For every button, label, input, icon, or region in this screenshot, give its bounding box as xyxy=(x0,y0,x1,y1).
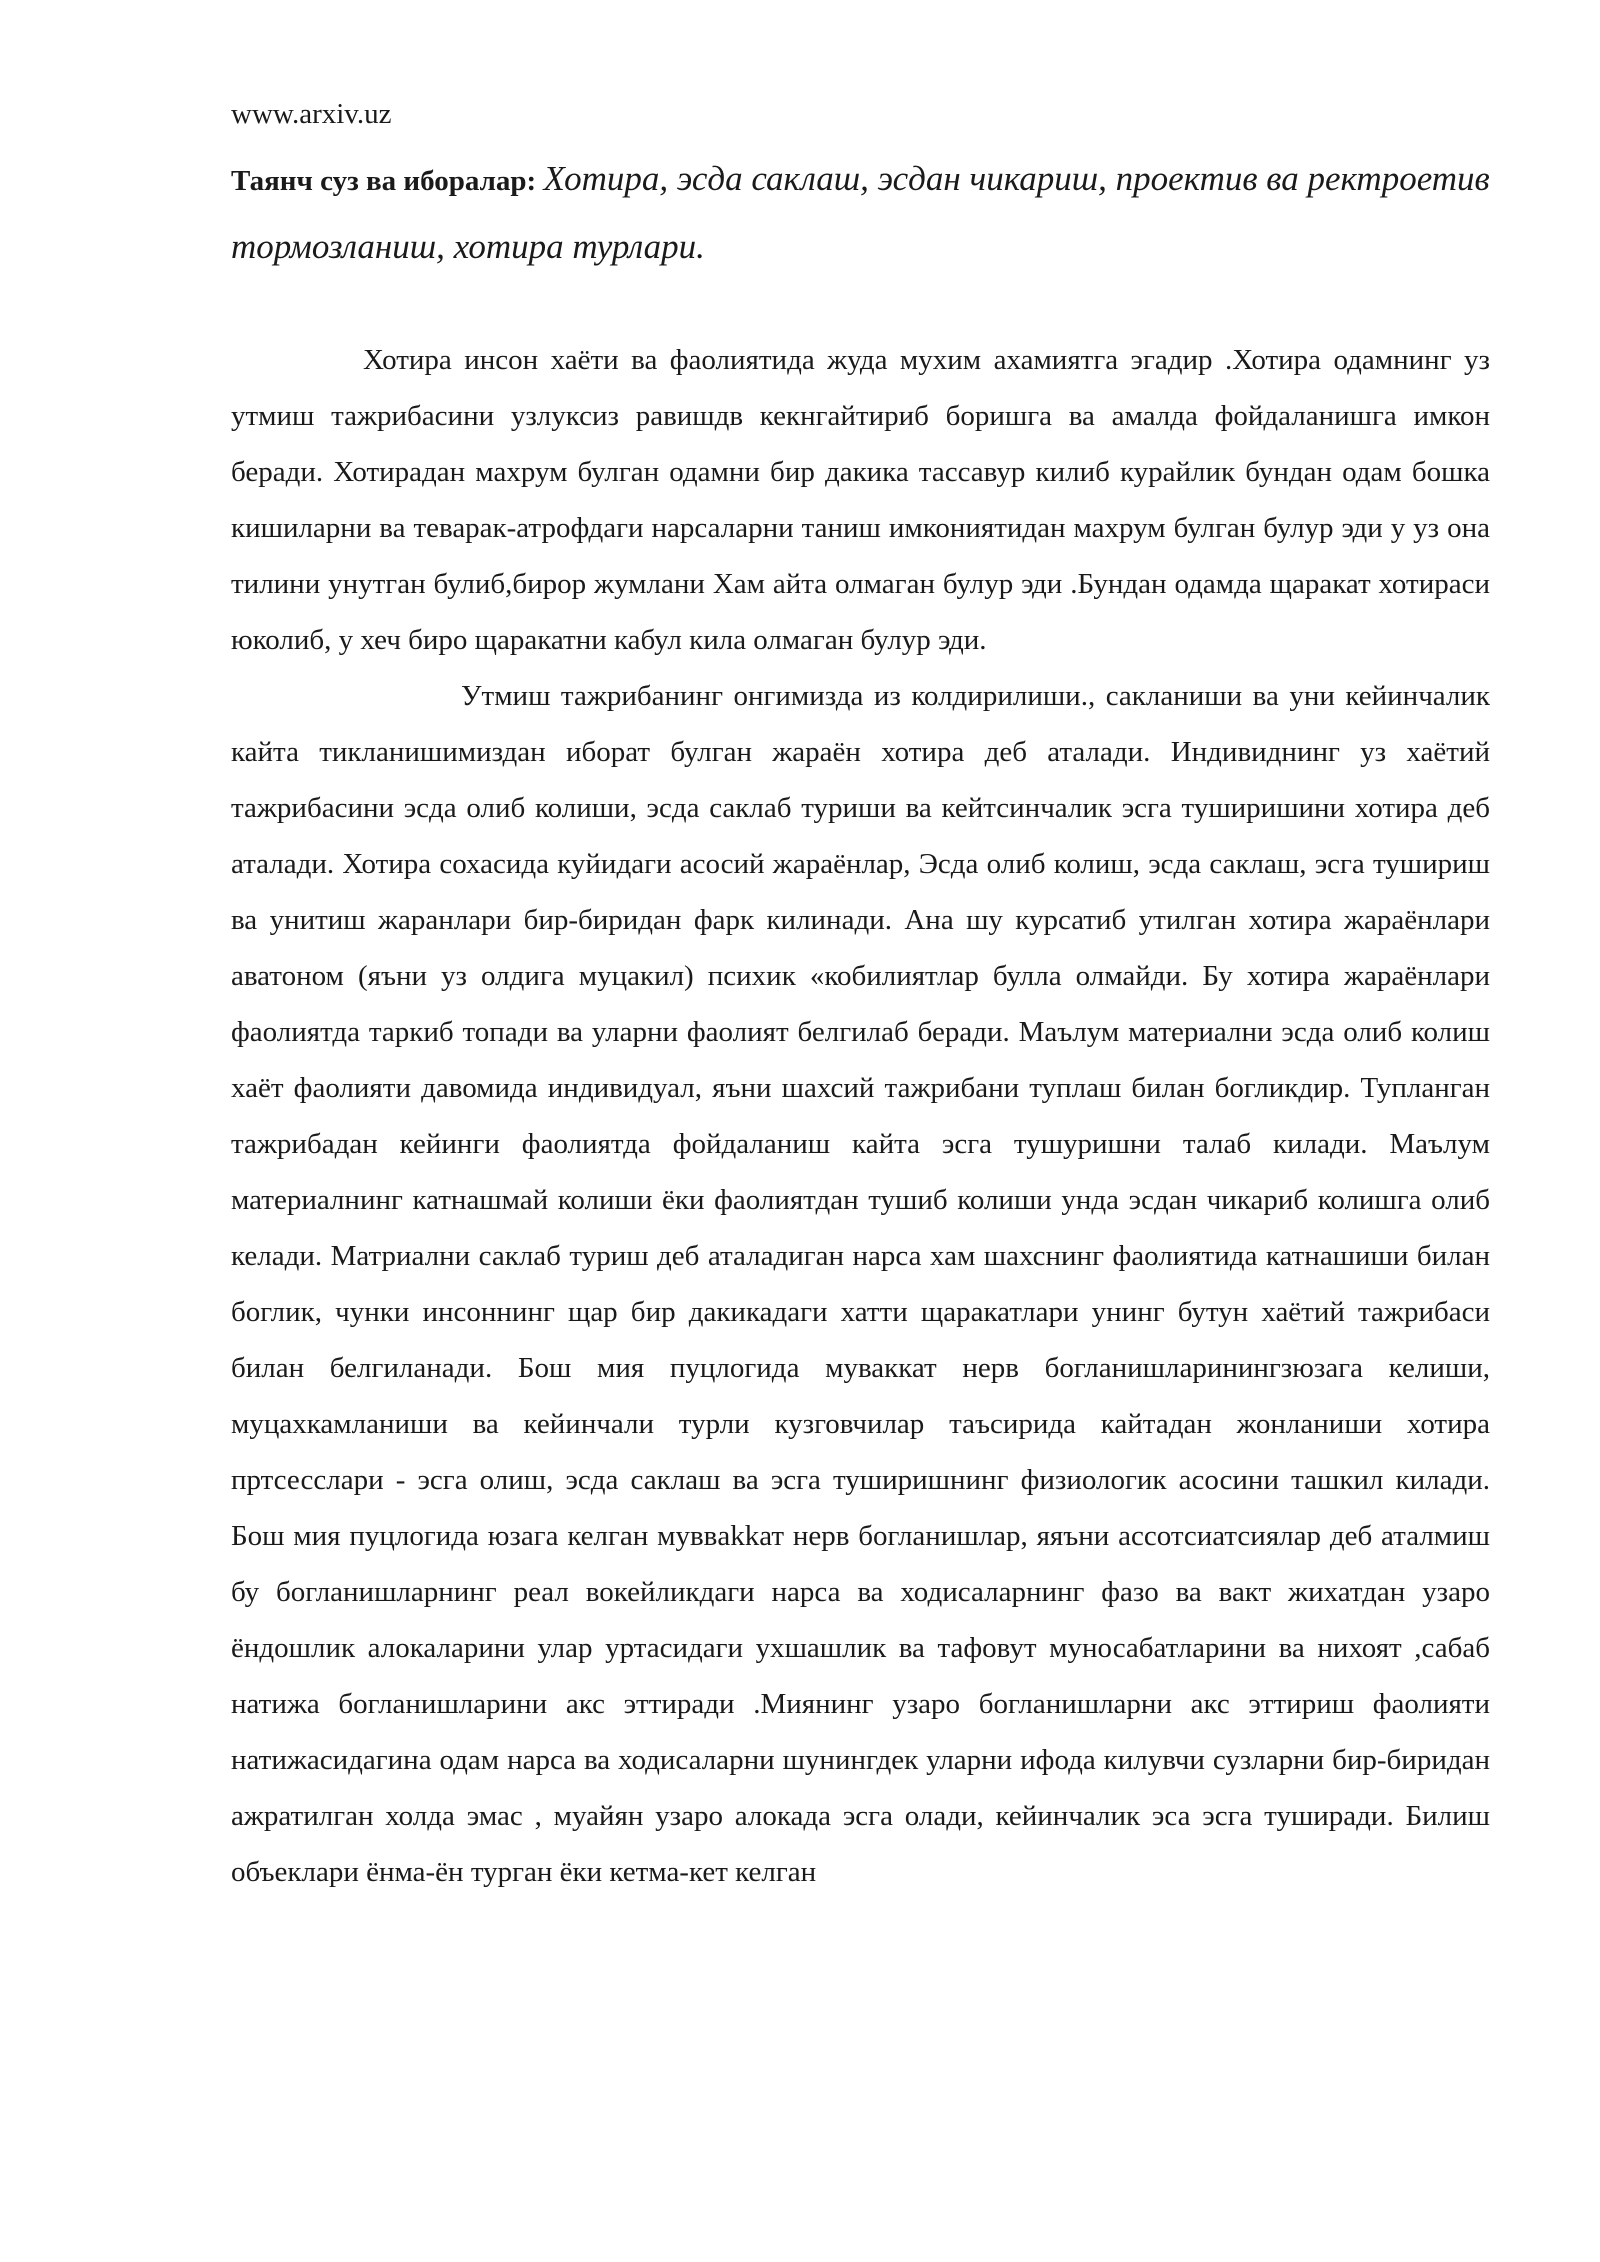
keywords-terms: Хотира, эсда саклаш, эсдан чикариш, проектив ва ректроетив тормозланиш, хотира турлари. xyxy=(231,159,1490,266)
paragraph-memory-definition: Утмиш тажрибанинг онгимизда из колдирилиши., сакланиши ва уни кейинчалик кайта тикланишимиздан иборат булган жараён хотира деб аталади. Индивиднинг уз хаётий тажрибасини эсда олиб колиши, эсда саклаб туриши ва кейтсинчалик эсга туширишини хотира деб аталади. Хотира сохасида куйидаги асосий жараёнлар, Эсда олиб колиш, эсда саклаш, эсга тушириш ва унитиш жаранлари бир-биридан фарк килинади. Ана шу курсатиб утилган хотира жараёнлари аватоном (яъни уз олдига муцакил) психик «кобилиятлар булла олмайди. Бу хотира жараёнлари фаолиятда таркиб топади ва уларни фаолият белгилаб беради. Маълум материални эсда олиб колиш хаёт фаолияти давомида индивидуал, яъни шахсий тажрибани туплаш билан богликдир. Тупланган тажрибадан кейинги фаолиятда фойдаланиш кайта эсга тушуришни талаб килади. Маълум материалнинг катнашмай колиши ёки фаолиятдан тушиб колиши унда эсдан чикариб колишга олиб келади. Матриални саклаб туриш деб аталадиган нарса хам шахснинг фаолиятида катнашиши билан боглик, чунки инсоннинг щар бир дакикадаги хатти щаракатлари унинг бутун хаётий тажрибаси билан белгиланади. Бош мия пуцлогида муваккат нерв богланишларинингзюзага келиши, муцахкамланиши ва кейинчали турли кузговчилар таъсирида кайтадан жонланиши хотира пртсесслари - эсга олиш, эсда саклаш ва эсга туширишнинг физиологик асосини ташкил килади. Бош мия пуцлогида юзага келган муввakkат нерв богланишлар, яяъни ассотсиатсиялар деб аталмиш бу богланишларнинг реал вокейликдаги нарса ва ходисаларнинг фазо ва вакт жихатдан узаро ёндошлик алокаларини улар уртасидаги ухшашлик ва тафовут муносабатларини ва нихоят ,сабаб натижа богланишларини акс эттиради .Миянинг узаро богланишларни акс эттириш фаолияти натижасидагина одам нарса ва ходисаларни шунингдек уларни ифода килувчи сузларни бир-биридан ажратилган холда эмас , муайян узаро алокада эсга олади, кейинчалик эса эсга туширади. Билиш объеклари ёнма-ён турган ёки кетма-кет келган xyxy=(231,680,1490,1888)
keywords-line xyxy=(231,146,1490,282)
paragraph-memory-importance: Хотира инсон хаёти ва фаолиятида жуда мухим ахамиятга эгадир .Хотира одамнинг уз утмиш тажрибасини узлуксиз равишдв кекнгайтириб боришга ва амалда фойдаланишга имкон беради. Хотирадан махрум булган одамни бир дакика тассавур килиб курайлик бундан одам бошка кишиларни ва теварак-атрофдаги нарсаларни таниш имкониятидан махрум булган булур эди у уз она тилини унутган булиб,бирор жумлани Хам айта олмаган булур эди .Бундан одамда щаракат хотираси юколиб, у хеч биро щаракатни кабул кила олмаган булур эди. xyxy=(231,344,1490,656)
body-text xyxy=(231,332,1490,1900)
keywords-label: Таянч суз ва иборалар: xyxy=(231,165,537,197)
document-page xyxy=(231,92,1490,1900)
site-url: www.arxiv.uz xyxy=(231,98,392,130)
